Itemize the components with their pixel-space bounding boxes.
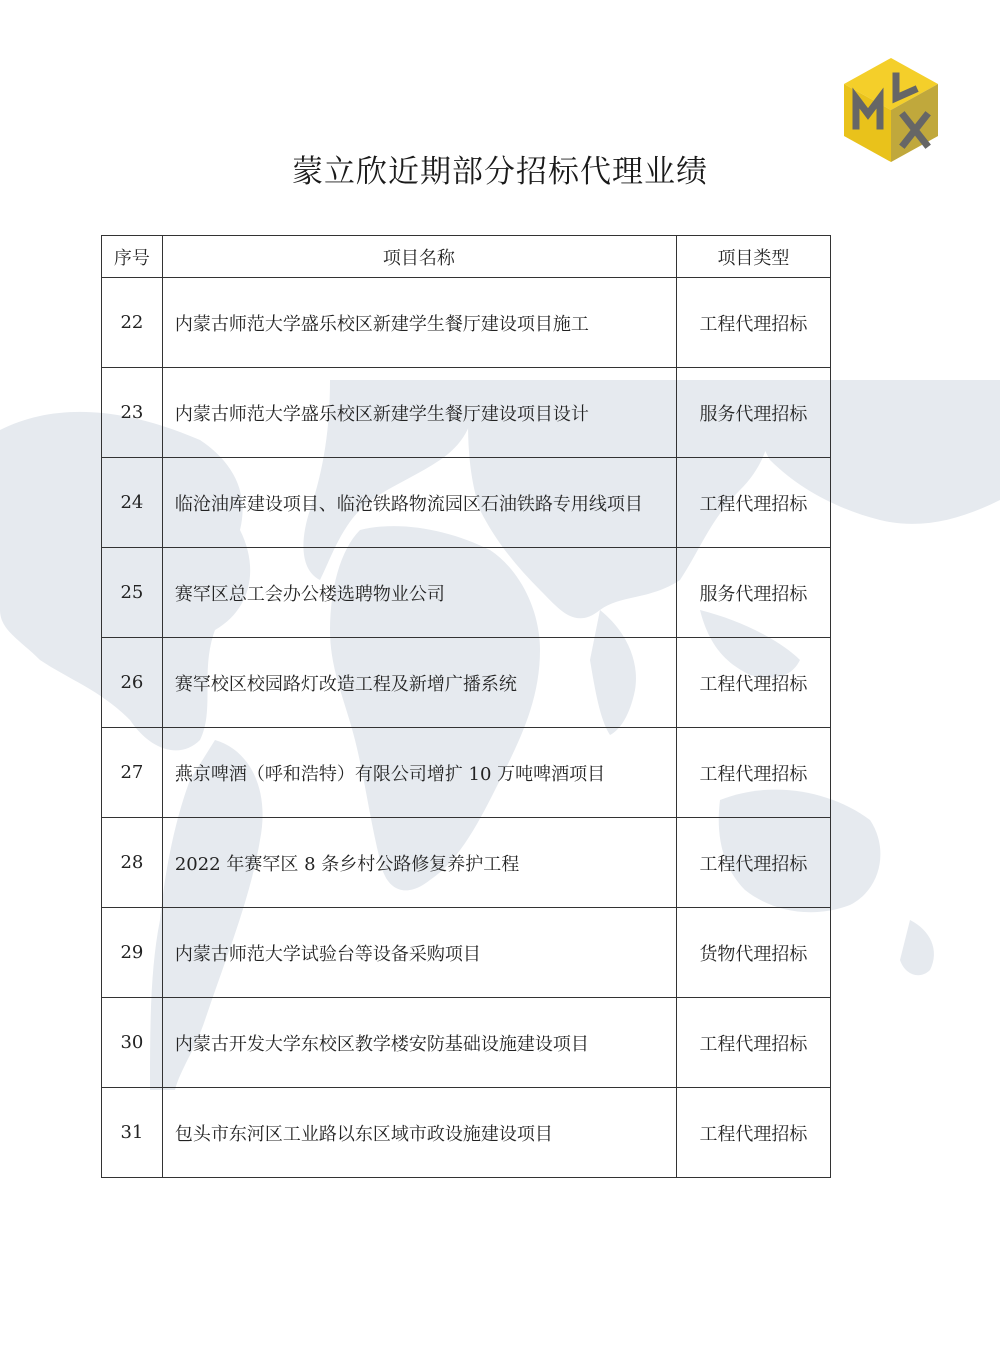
row-name: 包头市东河区工业路以东区域市政设施建设项目 xyxy=(162,1088,676,1178)
row-type: 工程代理招标 xyxy=(676,818,830,908)
row-type: 工程代理招标 xyxy=(676,278,830,368)
row-type: 服务代理招标 xyxy=(676,368,830,458)
performance-table xyxy=(101,235,831,1178)
row-name: 内蒙古师范大学试验台等设备采购项目 xyxy=(162,908,676,998)
row-type: 工程代理招标 xyxy=(676,638,830,728)
row-name: 内蒙古师范大学盛乐校区新建学生餐厅建设项目施工 xyxy=(162,278,676,368)
table-row xyxy=(102,818,831,908)
table-row xyxy=(102,368,831,458)
header-no: 序号 xyxy=(102,236,163,278)
row-name: 内蒙古师范大学盛乐校区新建学生餐厅建设项目设计 xyxy=(162,368,676,458)
row-no: 30 xyxy=(102,998,163,1088)
table-row xyxy=(102,1088,831,1178)
row-type: 工程代理招标 xyxy=(676,998,830,1088)
row-name: 燕京啤酒（呼和浩特）有限公司增扩 10 万吨啤酒项目 xyxy=(162,728,676,818)
row-name: 赛罕校区校园路灯改造工程及新增广播系统 xyxy=(162,638,676,728)
row-no: 31 xyxy=(102,1088,163,1178)
row-name: 临沧油库建设项目、临沧铁路物流园区石油铁路专用线项目 xyxy=(162,458,676,548)
table-row xyxy=(102,458,831,548)
table-row xyxy=(102,998,831,1088)
row-type: 工程代理招标 xyxy=(676,728,830,818)
row-no: 29 xyxy=(102,908,163,998)
row-no: 23 xyxy=(102,368,163,458)
header-name: 项目名称 xyxy=(162,236,676,278)
table-row xyxy=(102,278,831,368)
page-title: 蒙立欣近期部分招标代理业绩 xyxy=(292,154,708,190)
table-header-row xyxy=(102,236,831,278)
row-no: 27 xyxy=(102,728,163,818)
row-name: 赛罕区总工会办公楼选聘物业公司 xyxy=(162,548,676,638)
header-type: 项目类型 xyxy=(676,236,830,278)
row-no: 28 xyxy=(102,818,163,908)
table-row xyxy=(102,548,831,638)
table-row xyxy=(102,638,831,728)
row-no: 26 xyxy=(102,638,163,728)
row-type: 工程代理招标 xyxy=(676,458,830,548)
row-no: 24 xyxy=(102,458,163,548)
row-type: 货物代理招标 xyxy=(676,908,830,998)
table-row xyxy=(102,728,831,818)
table-row xyxy=(102,908,831,998)
row-type: 服务代理招标 xyxy=(676,548,830,638)
row-no: 22 xyxy=(102,278,163,368)
row-type: 工程代理招标 xyxy=(676,1088,830,1178)
row-no: 25 xyxy=(102,548,163,638)
row-name: 2022 年赛罕区 8 条乡村公路修复养护工程 xyxy=(162,818,676,908)
row-name: 内蒙古开发大学东校区教学楼安防基础设施建设项目 xyxy=(162,998,676,1088)
